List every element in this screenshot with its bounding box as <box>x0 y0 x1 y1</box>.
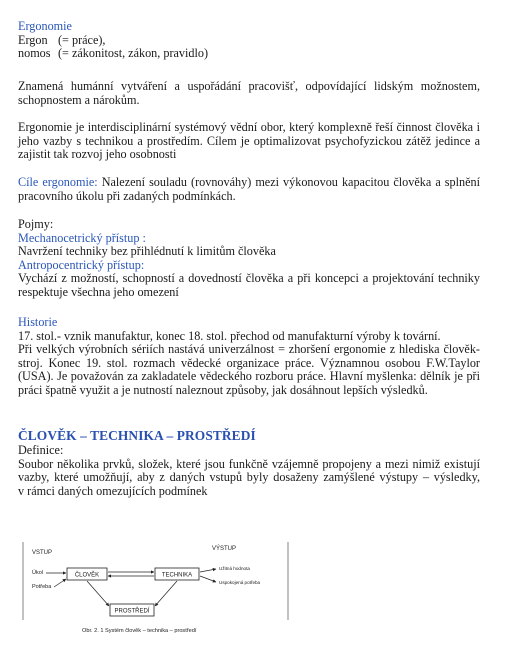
need-label: Potřeba <box>32 584 52 590</box>
clovek-label: ČLOVĚK <box>74 572 100 579</box>
cte-title: ČLOVĚK – TECHNIKA – PROSTŘEDÍ <box>18 428 256 443</box>
history-line: 17. stol.- vznik manufaktur, konec 18. stol. přechod od manufakturní výroby k tovární. <box>18 328 441 343</box>
ergon-meaning: (= práce), <box>58 32 106 47</box>
satisfied-need-label: Uspokojená potřeba <box>219 580 261 585</box>
definition-paragraph <box>18 80 480 107</box>
cte-definition-line: v rámci daných omezujících podmínek <box>18 483 208 498</box>
anthropocentric-text: Vychází z možností, schopností a dovedností člověka a při koncepci a projektování techniky <box>18 271 480 286</box>
task-label: Úkol <box>32 570 44 576</box>
ergonomie-intro <box>18 20 480 61</box>
history-section <box>18 316 480 398</box>
prostredi-label: PROSTŘEDÍ <box>114 608 150 615</box>
anthropocentric-text: respektuje všechna jeho omezení <box>18 284 179 299</box>
interdisciplinary-line: zajistit tak rozvoj jeho osobnosti <box>18 147 177 162</box>
interdisciplinary-paragraph <box>18 121 480 162</box>
mechanocentric-title: Mechanocetrický přístup : <box>18 230 146 245</box>
interdisciplinary-line: jeho vazby s technikou a prostředím. Cílem je optimalizovat psychofyzickou zátěž jedince a <box>18 133 480 148</box>
goals-paragraph <box>18 176 480 203</box>
figure-caption: Obr. 2. 1 Systém člověk – technika – prostředí <box>82 628 197 634</box>
nomos-meaning: (= zákonitost, zákon, pravidlo) <box>58 46 209 61</box>
ergonomie-heading: Ergonomie <box>18 19 72 33</box>
technika-to-prostredi-arrow <box>155 581 177 606</box>
goals-label: Cíle ergonomie: <box>18 175 98 189</box>
cte-definition <box>18 444 480 498</box>
mechanocentric-text: Navržení techniky bez přihlédnutí k limitům člověka <box>18 244 276 259</box>
goals-line <box>18 176 480 190</box>
ergon-term: Ergon <box>18 32 48 47</box>
input-label: VSTUP <box>32 550 53 556</box>
pojmy-section <box>18 218 480 300</box>
nomos-line <box>18 47 480 61</box>
cte-definition-line: Soubor několika prvků, složek, které jsou funkčně vzájemně propojeny a mezi nimiž existují <box>18 456 480 471</box>
definition-line: schopnostem a nárokům. <box>18 92 140 107</box>
value-arrow <box>200 569 216 572</box>
goals-text: Nalezení souladu (rovnováhy) mezi výkonovou kapacitou člověka a splnění <box>97 175 480 189</box>
history-line: Při velkých výrobních sériích nastává univerzálnost = zhoršení ergonomie z hlediska člověk- <box>18 342 480 357</box>
satisfied-arrow <box>200 576 216 582</box>
cte-definition-label: Definice: <box>18 443 64 457</box>
history-line: práci špatně využit a je nutností naleznout způsoby, jak dosáhnout lepších výsledků. <box>18 382 428 397</box>
useful-value-label: Užitná hodnota <box>219 566 250 571</box>
ergon-line <box>18 34 480 48</box>
goals-line: pracovního úkolu při zadaných podmínkách. <box>18 188 236 203</box>
anthropocentric-title: Antropocentrický přístup: <box>18 257 145 272</box>
clovek-to-prostredi-arrow <box>87 581 109 606</box>
interdisciplinary-line: Ergonomie je interdisciplinární systémový vědní obor, který komplexně řeší činnost člověka i <box>18 120 480 134</box>
technika-label: TECHNIKA <box>161 572 193 579</box>
system-diagram <box>22 538 292 638</box>
pojmy-title: Pojmy: <box>18 217 54 231</box>
definition-line: Znamená humánní vytváření a uspořádání pracovišť, odpovídající lidským možnostem, <box>18 79 480 93</box>
nomos-term: nomos <box>18 46 51 61</box>
history-title: Historie <box>18 315 58 329</box>
cte-definition-line: vazby, které umožňují, aby z daných vstupů byly dosaženy zamýšlené výstupy – výsledky, <box>18 470 480 485</box>
history-line: stroj. Konec 19. stol. rozmach vědecké organizace práce. Významnou osobou F.W.Taylor <box>18 355 480 370</box>
history-line: (USA). Je považován za zakladatele vědeckého rozboru práce. Hlavní myšlenka: dělník je při <box>18 369 480 384</box>
output-label: VÝSTUP <box>212 546 237 552</box>
need-arrow <box>54 579 66 587</box>
